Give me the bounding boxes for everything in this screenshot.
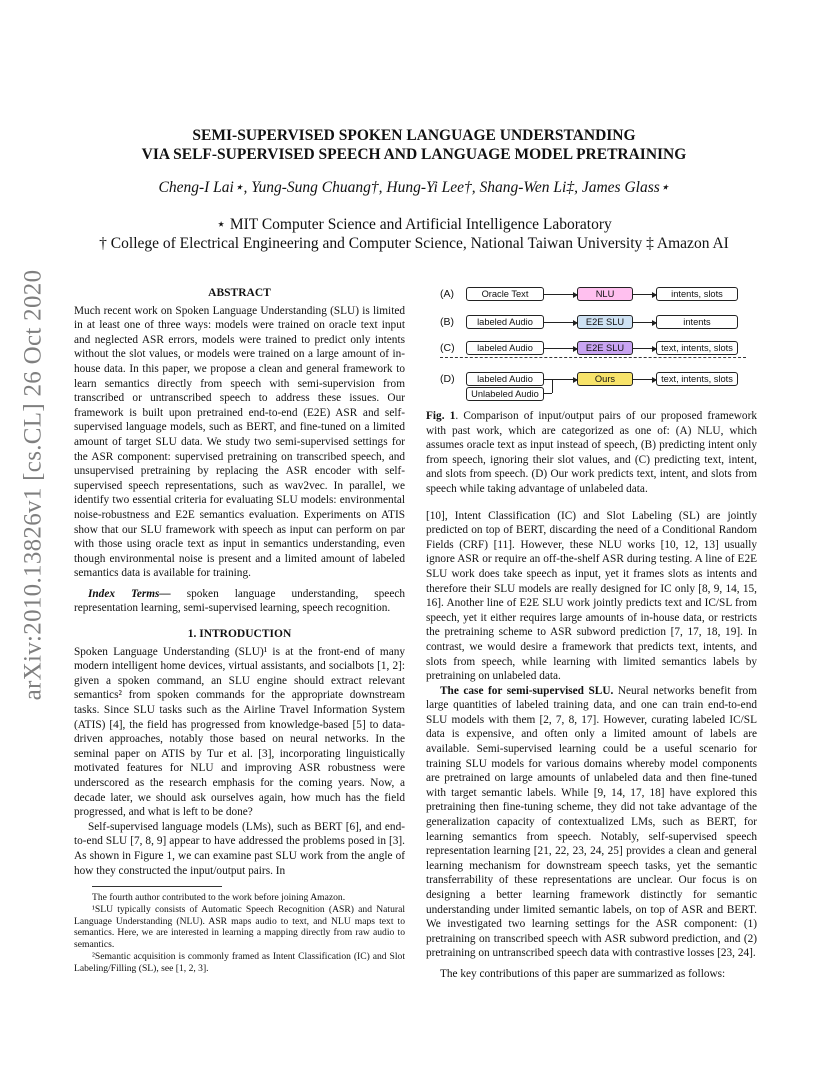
row-a-arrow-1 <box>543 294 577 295</box>
row-c-arrow-1 <box>543 348 577 349</box>
row-d-arrow-1 <box>543 379 577 380</box>
row-c-arrow-2 <box>632 348 656 349</box>
author-list: Cheng-I Lai⋆, Yung-Sung Chuang†, Hung-Yi Lee†, Shang-Wen Li‡, James Glass⋆ <box>158 179 670 196</box>
row-b-arrow-2 <box>632 322 656 323</box>
left-column <box>74 286 405 878</box>
affiliations <box>74 215 754 253</box>
figure-1 <box>426 285 757 403</box>
index-terms-label: Index Terms— <box>88 587 171 600</box>
abstract-text: Much recent work on Spoken Language Understanding (SLU) is limited in at least one of three ways: models were trained on oracle text input and neglected ASR errors, models were trained to predict only intents without the slot values, or models were trained on a large amount of in-house data. In this paper, we propose a clean and general framework to learn semantics directly from speech with semi-supervision from transcribed or untranscribed speech to address these issues. Our framework is built upon pretrained end-to-end (E2E) ASR and self-supervised language models, such as BERT, and fine-tuned on a limited amount of target SLU data. We study two semi-supervised settings for the ASR component: supervised pretraining on transcribed speech, and unsupervised pretraining by replacing the ASR encoder with self-supervised speech representations, such as wav2vec. In parallel, we identify two essential criteria for evaluating SLU models: environmental noise-robustness and E2E semantics evaluation. Experiments on ATIS show that our SLU framework with speech as input can perform on par with those using oracle text as input in semantics understanding, even though environmental noise is present and a limited amount of labeled semantics data is available for training. <box>74 304 405 580</box>
affiliation-mit: ⋆ MIT Computer Science and Artificial Intelligence Laboratory <box>216 216 612 233</box>
row-b-label: (B) <box>440 316 454 328</box>
index-terms-text: spoken language understanding, speech representation learning, semi-supervised learning, speech recognition. <box>74 587 405 615</box>
intro-paragraph-2: Self-supervised language models (LMs), such as BERT [6], and end-to-end SLU [7, 8, 9] appear to have addressed the problems posed in [3]. As shown in Figure 1, we can examine past SLU work from the angle of how they constructed the input/output pairs. In <box>74 820 405 877</box>
footnotes <box>74 886 405 975</box>
abstract-heading: ABSTRACT <box>208 287 271 299</box>
title-line-1: SEMI-SUPERVISED SPOKEN LANGUAGE UNDERSTANDING <box>192 127 636 144</box>
row-b-output-box: intents <box>656 315 738 329</box>
figure-caption-text: . Comparison of input/output pairs of our proposed framework with past work, which are categorized as one of: (A) NLU, which assumes oracle text as input instead of speech, (B) predicting intent only from speech, ignoring their slot values, and (C) predicting text, intent, and slots from speech. (D) Our work predicts text, intent, and slots from speech while taking advantage of unlabeled data. <box>426 410 757 495</box>
row-d-label: (D) <box>440 373 455 385</box>
row-c-label: (C) <box>440 342 455 354</box>
row-d-arrow-2 <box>632 379 656 380</box>
footnote-author: The fourth author contributed to the work before joining Amazon. <box>92 892 346 903</box>
intro-paragraph-1: Spoken Language Understanding (SLU)¹ is at the front-end of many modern intelligent home devices, virtual assistants, and socialbots [1, 2]: given a spoken command, an SLU engine should extract relevant semantics² from spoken commands for the appropriate downstream tasks. Since SLU tasks such as the Airline Travel Information System (ATIS) [4], the field has progressed from knowledge-based [5] to data-driven approaches, notably those based on neural networks. In the seminal paper on ATIS by Tur et al. [3], incorporating linguistically motivated features for NLU and improving ASR robustness were underscored as the research emphasis for the coming years. Now, a decade later, we should ask ourselves again, how much has the field progressed, and what is left to be done? <box>74 645 405 819</box>
row-a-nlu-box: NLU <box>577 287 633 301</box>
row-b-input-box: labeled Audio <box>466 315 544 329</box>
semi-supervised-label: The case for semi-supervised SLU. <box>440 684 614 697</box>
footnote-1: ¹SLU typically consists of Automatic Speech Recognition (ASR) and Natural Language Understanding (NLU). ASR maps audio to text, and NLU maps text to semantics. Here, we are interested in learning a mapping directly from raw audio to semantics. <box>74 903 405 951</box>
semi-supervised-paragraph <box>426 684 757 961</box>
footnote-divider <box>92 886 222 887</box>
row-a-output-box: intents, slots <box>656 287 738 301</box>
index-terms <box>74 587 405 616</box>
affiliation-ntu-amazon: † College of Electrical Engineering and Computer Science, National Taiwan University ‡ Amazon AI <box>99 235 729 252</box>
row-a-label: (A) <box>440 288 454 300</box>
row-c-e2e-slu-box: E2E SLU <box>577 341 633 355</box>
semi-supervised-text: Neural networks benefit from large quantities of labeled training data, and one can train end-to-end SLU models with them [2, 7, 8, 17]. However, curating labeled IC/SL data is expensive, and often only a limited amount of labels are available. Semi-supervised learning could be a useful scenario for training SLU models for various domains whereby model components are pretrained on large amounts of unlabeled data and then fine-tuned with target semantic labels. While [9, 14, 17, 18] have explored this pretraining then fine-tuning scheme, they did not take advantage of the generalization capacity of contextualized LMs, such as BERT, for learning semantics from speech. Notably, self-supervised speech representation learning [21, 22, 23, 24, 25] provides a clean and general learning mechanism for downstream speech tasks, yet the semantic transferrability of these representations are unclear. Our focus is on designing a better learning framework distinctly for semantic understanding under limited semantic labels, on top of ASR and BERT. We investigated two learning settings for the ASR component: (1) pretraining on transcribed speech with ASR subword prediction, and (2) pretraining on untranscribed speech data with contrastive losses [23, 24]. <box>426 684 757 960</box>
row-a-arrow-2 <box>632 294 656 295</box>
row-d-output-box: text, intents, slots <box>656 372 738 386</box>
title-line-2: VIA SELF-SUPERVISED SPEECH AND LANGUAGE MODEL PRETRAINING <box>141 146 687 163</box>
right-column <box>426 285 757 982</box>
row-a-input-box: Oracle Text <box>466 287 544 301</box>
row-d-connector-h <box>543 393 552 394</box>
paper-title <box>74 126 754 164</box>
row-c-input-box: labeled Audio <box>466 341 544 355</box>
figure-caption-label: Fig. 1 <box>426 410 456 422</box>
row-b-arrow-1 <box>543 322 577 323</box>
right-paragraph-1: [10], Intent Classification (IC) and Slot Labeling (SL) are jointly predicted on top of BERT, discarding the need of a Conditional Random Fields (CRF) [11]. However, these NLU works [10, 12, 13] usually ignore ASR or require an off-the-shelf ASR during testing. A line of E2E SLU work does take speech as input, yet it frames slots as intents and therefore their SLU models are really designed for IC only [8, 9, 14, 15, 16]. Another line of E2E SLU work jointly predicts text and IC/SL from speech, yet it either requires large amounts of in-house data, or restricts the pretraining scheme to ASR subword prediction [7, 17, 18, 19]. In contrast, we would desire a framework that predicts text, intents, and slots from speech, while learning with limited semantics labels by pretraining on unlabeled data. <box>426 509 757 683</box>
row-b-e2e-slu-box: E2E SLU <box>577 315 633 329</box>
introduction-heading: 1. INTRODUCTION <box>187 628 292 641</box>
row-c-output-box: text, intents, slots <box>656 341 738 355</box>
row-d-ours-box: Ours <box>577 372 633 386</box>
figure-divider <box>440 357 746 358</box>
row-d-labeled-box: labeled Audio <box>466 372 544 386</box>
arxiv-identifier: arXiv:2010.13826v1 [cs.CL] 26 Oct 2020 <box>19 269 47 701</box>
row-d-unlabeled-box: Unlabeled Audio <box>466 387 544 401</box>
contributions-lead: The key contributions of this paper are summarized as follows: <box>440 967 726 980</box>
row-d-connector-v <box>552 379 553 393</box>
figure-caption <box>426 409 757 497</box>
footnote-2: ²Semantic acquisition is commonly framed as Intent Classification (IC) and Slot Labeling/Filling (SL), see [1, 2, 3]. <box>74 950 405 974</box>
